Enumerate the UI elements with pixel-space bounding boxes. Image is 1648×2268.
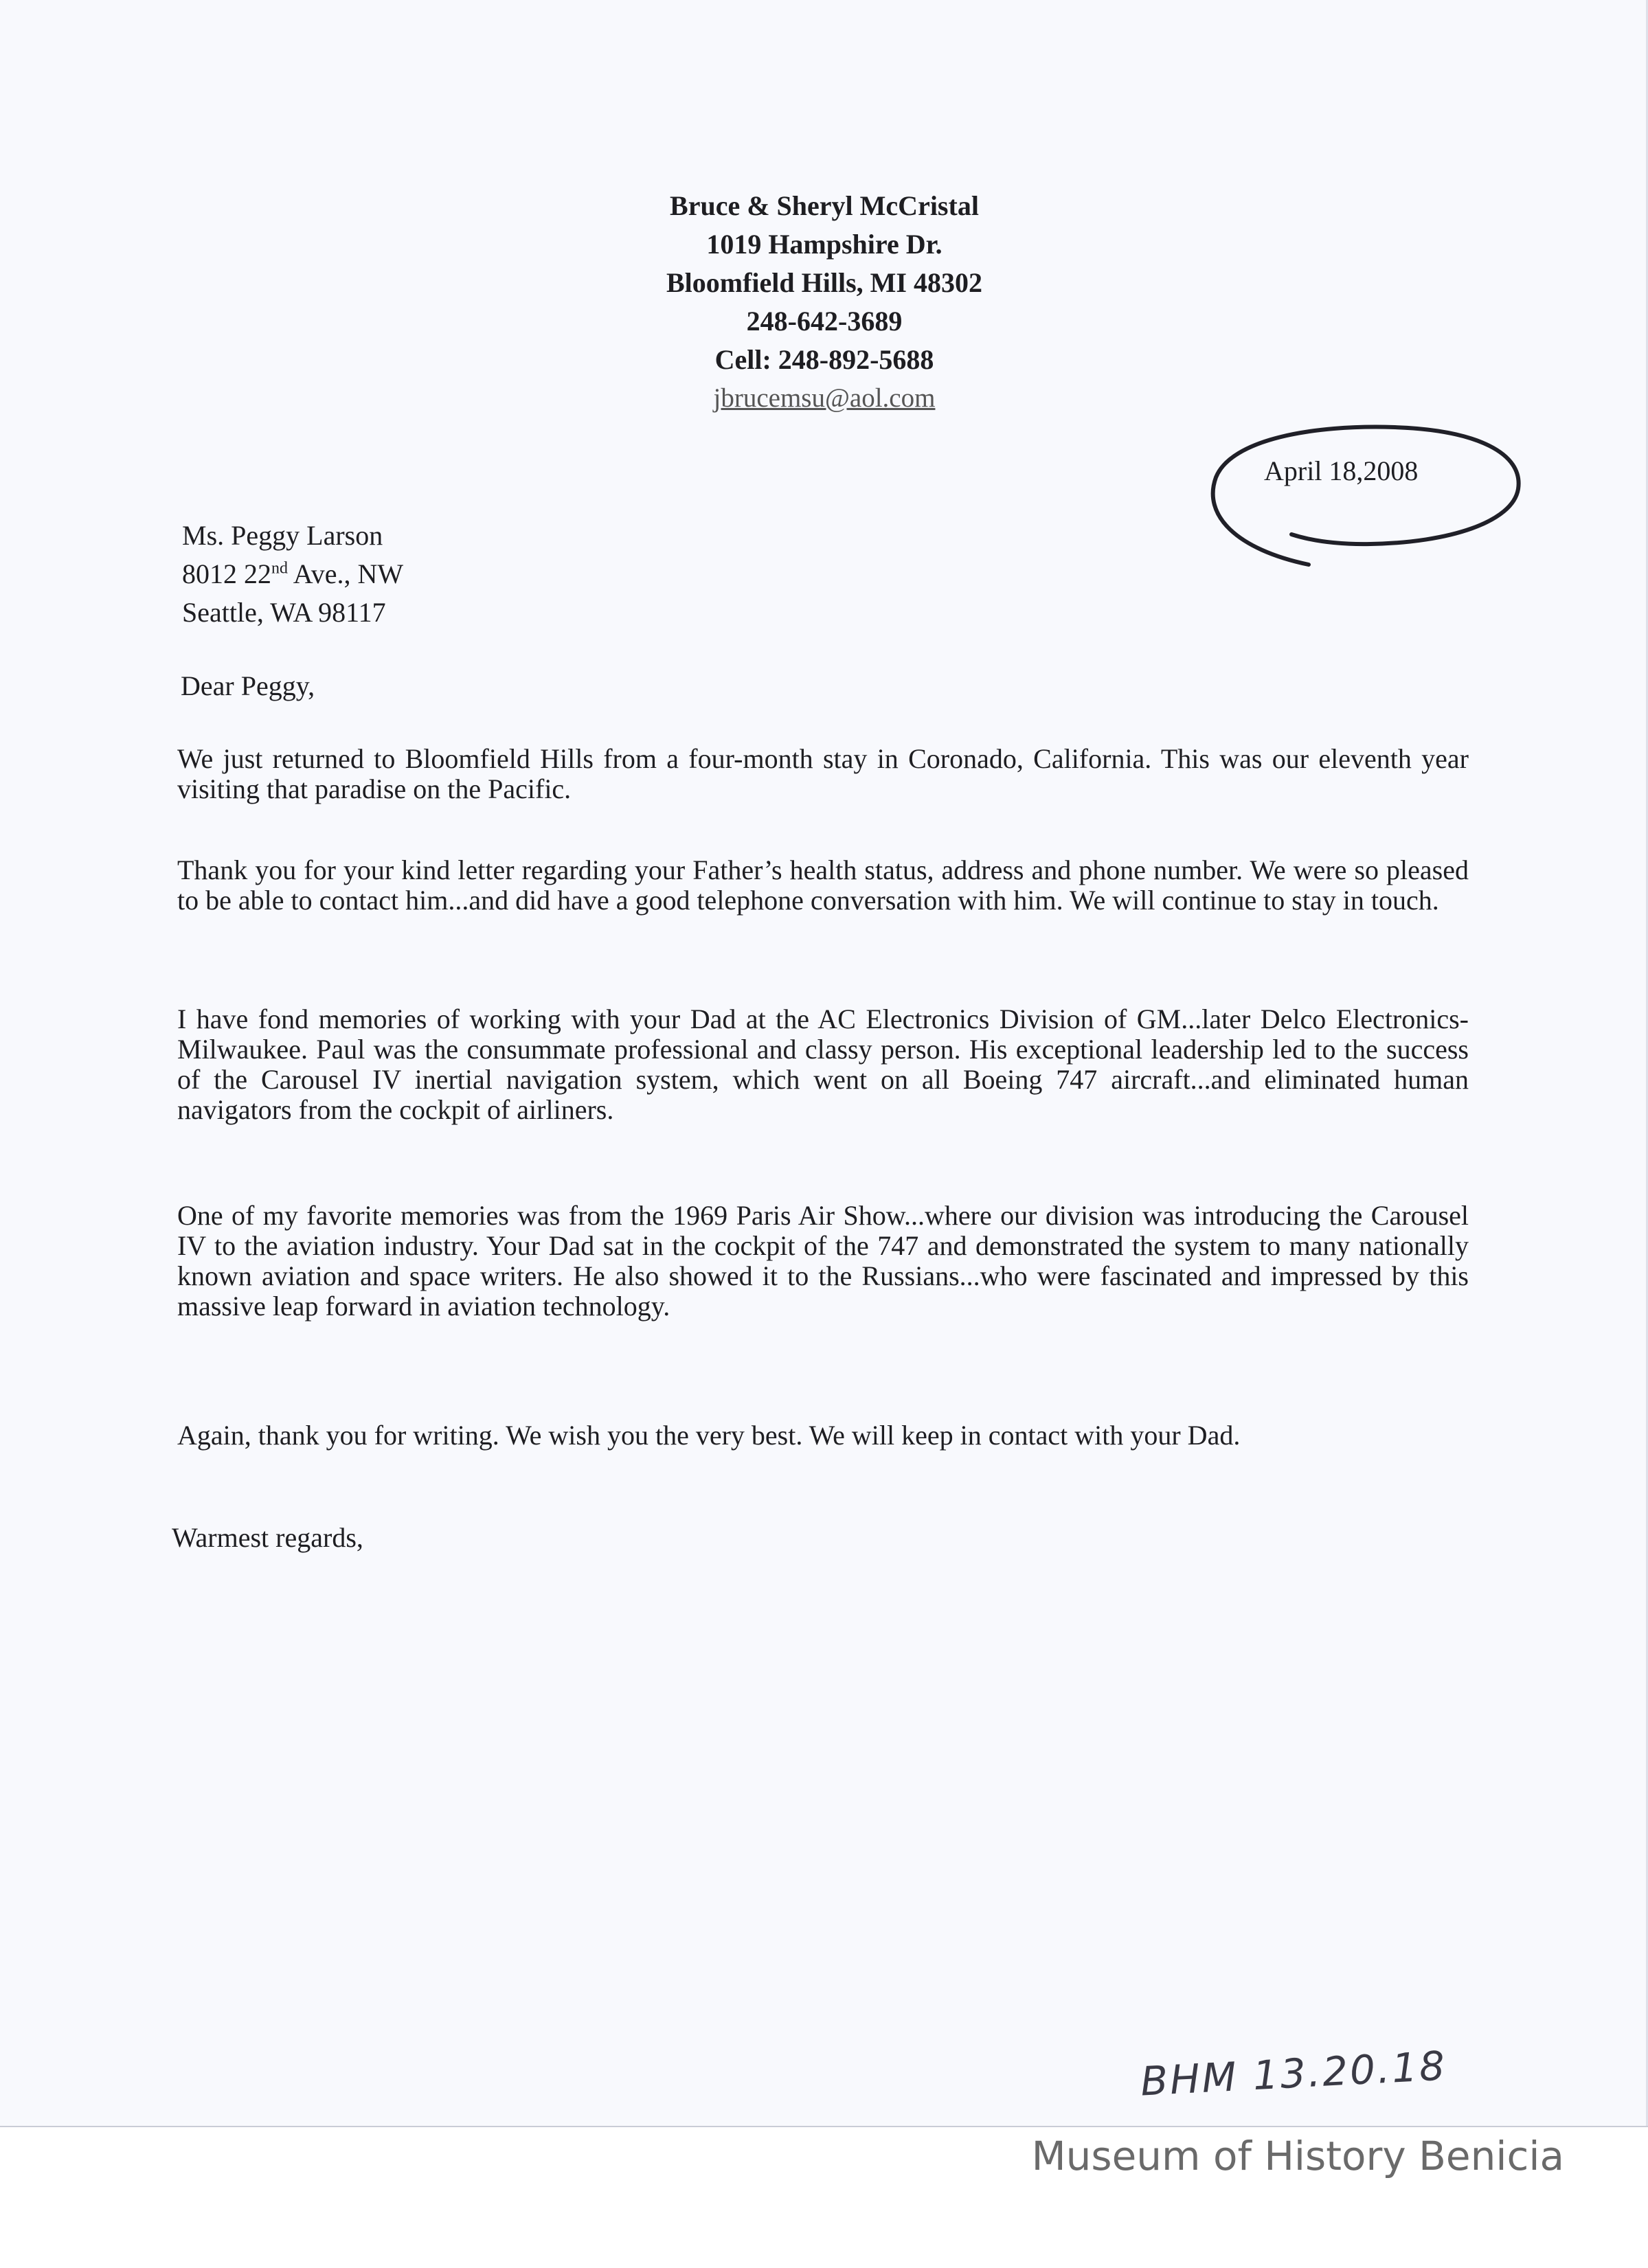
- recipient-address: [182, 517, 403, 632]
- sender-phone: 248-642-3689: [746, 306, 903, 337]
- body-paragraph-4: One of my favorite memories was from the 1969 Paris Air Show...where our division was introducing the Carousel IV to the aviation industry. Your Dad sat in the cockpit of the 747 and demonstrated the system to many nationally known aviation and space writers. He also showed it to the Russians...who were fascinated and impressed by this massive leap forward in aviation technology.: [177, 1200, 1469, 1322]
- recipient-street-number: 8012 22: [182, 558, 271, 589]
- sender-name: Bruce & Sheryl McCristal: [670, 190, 979, 221]
- accession-number: BHM 13.20.18: [1139, 2042, 1448, 2105]
- museum-watermark: Museum of History Benicia: [1031, 2133, 1564, 2179]
- sender-cell: Cell: 248-892-5688: [714, 344, 934, 375]
- date-block: [1188, 412, 1532, 570]
- closing: Warmest regards,: [172, 1522, 363, 1553]
- body-paragraph-1: We just returned to Bloomfield Hills from a four-month stay in Coronado, California. This was our eleventh year visiting that paradise on the Pacific.: [177, 743, 1469, 804]
- recipient-street: [182, 555, 403, 593]
- body-paragraph-2: Thank you for your kind letter regarding your Father’s health status, address and phone number. We were so pleased to be able to contact him...and did have a good telephone conversation with him. We will continue to stay in touch.: [177, 854, 1469, 916]
- recipient-street-suffix: nd: [271, 559, 288, 578]
- date-circle-mark: [1188, 412, 1532, 570]
- body-paragraph-3: I have fond memories of working with your Dad at the AC Electronics Division of GM...later Delco Electronics-Milwaukee. Paul was the consummate professional and classy person. His exceptional leadership led to the success of the Carousel IV inertial navigation system, which went on all Boeing 747 aircraft...and eliminated human navigators from the cockpit of airliners.: [177, 1003, 1469, 1125]
- body-paragraph-5: Again, thank you for writing. We wish you the very best. We will keep in contact with your Dad.: [177, 1420, 1241, 1451]
- sender-city: Bloomfield Hills, MI 48302: [666, 267, 982, 298]
- letter-date: April 18,2008: [1264, 455, 1419, 486]
- sender-street: 1019 Hampshire Dr.: [706, 229, 942, 260]
- recipient-street-rest: Ave., NW: [288, 558, 404, 589]
- salutation: Dear Peggy,: [181, 670, 315, 701]
- recipient-city: Seattle, WA 98117: [182, 597, 386, 628]
- recipient-name: Ms. Peggy Larson: [182, 520, 383, 551]
- sender-email: jbrucemsu@aol.com: [713, 383, 936, 413]
- letterhead: [481, 187, 1168, 418]
